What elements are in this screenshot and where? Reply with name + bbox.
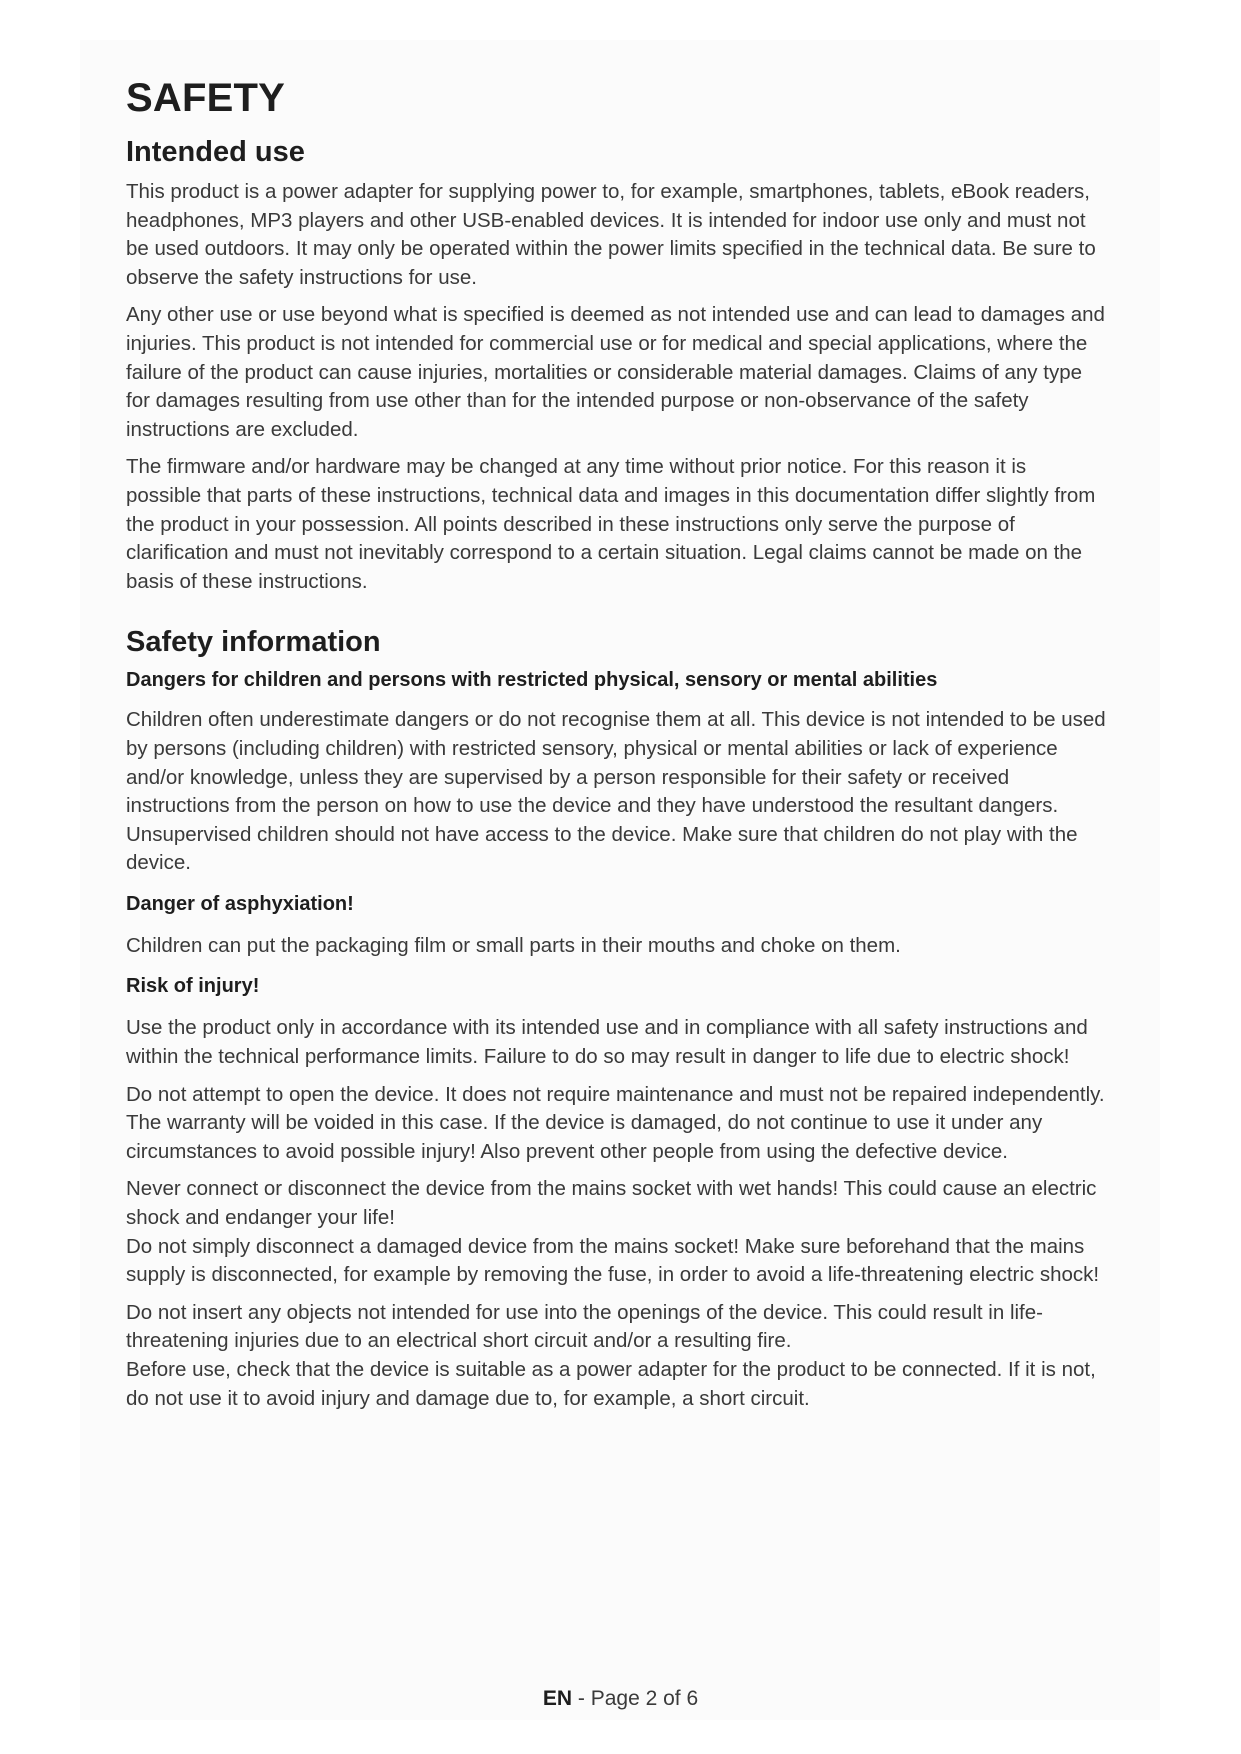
asphyxiation-paragraph: Children can put the packaging film or small parts in their mouths and choke on them. <box>126 933 901 957</box>
injury-heading: Risk of injury! <box>126 975 260 998</box>
safety-information-section <box>126 622 1106 1413</box>
injury-paragraph: Use the product only in accordance with its intended use and in compliance with all safety instructions and within the technical performance limits. Failure to do so may result in danger to life due to electric shock! <box>126 1016 1088 1069</box>
injury-paragraph: Do not attempt to open the device. It does not require maintenance and must not be repaired independently. The warranty will be voided in this case. If the device is damaged, do not continue to use it under any circumstances to avoid possible injury! Also prevent other people from using the defective device. <box>126 1082 1105 1163</box>
document-content <box>126 70 1106 1422</box>
injury-paragraph: Never connect or disconnect the device from the mains socket with wet hands! This could cause an electric shock and endanger your life! <box>126 1177 1097 1230</box>
injury-paragraph: Do not simply disconnect a damaged device from the mains socket! Make sure beforehand that the mains supply is disconnected, for example by removing the fuse, in order to avoid a life-threatening electric shock! <box>126 1234 1100 1287</box>
page-footer <box>0 1684 1241 1714</box>
intended-use-paragraph: The firmware and/or hardware may be changed at any time without prior notice. For this reason it is possible that parts of these instructions, technical data and images in this documentation differ slightly from the product in your possession. All points described in these instructions only serve the purpose of clarification and must not inevitably correspond to a certain situation. Legal claims cannot be made on the basis of these instructions. <box>126 455 1096 593</box>
dangers-children-paragraph: Children often underestimate dangers or do not recognise them at all. This device is not intended to be used by persons (including children) with restricted sensory, physical or mental abilities or lack of experience and/or knowledge, unless they are supervised by a person responsible for their safety or received instructions from the person on how to use the device and they have understood the resultant dangers. Unsupervised children should not have access to the device. Make sure that children do not play with the device. <box>126 708 1106 875</box>
injury-paragraph: Before use, check that the device is suitable as a power adapter for the product to be connected. If it is not, do not use it to avoid injury and damage due to, for example, a short circuit. <box>126 1358 1096 1410</box>
safety-information-heading: Safety information <box>126 626 381 659</box>
intended-use-paragraph: Any other use or use beyond what is specified is deemed as not intended use and can lead to damages and injuries. This product is not intended for commercial use or for medical and special applications, where the failure of the product can cause injuries, mortalities or considerable material damages. Claims of any type for damages resulting from use other than for the intended purpose or non-observance of the safety instructions are excluded. <box>126 303 1105 441</box>
asphyxiation-heading: Danger of asphyxiation! <box>126 892 354 915</box>
intended-use-section <box>126 132 1106 596</box>
footer-language: EN <box>542 1687 573 1710</box>
injury-paragraph: Do not insert any objects not intended for use into the openings of the device. This could result in life-threatening injuries due to an electrical short circuit and/or a resulting fire. <box>126 1300 1043 1353</box>
dangers-children-heading: Dangers for children and persons with restricted physical, sensory or mental abilities <box>126 669 938 692</box>
intended-use-paragraph: This product is a power adapter for supplying power to, for example, smartphones, tablets, eBook readers, headphones, MP3 players and other USB-enabled devices. It is intended for indoor use only and must not be used outdoors. It may only be operated within the power limits specified in the technical data. Be sure to observe the safety instructions for use. <box>126 180 1096 289</box>
intended-use-heading: Intended use <box>126 136 305 168</box>
page-title: SAFETY <box>126 76 285 120</box>
footer-page-number: - Page 2 of 6 <box>577 1687 699 1710</box>
